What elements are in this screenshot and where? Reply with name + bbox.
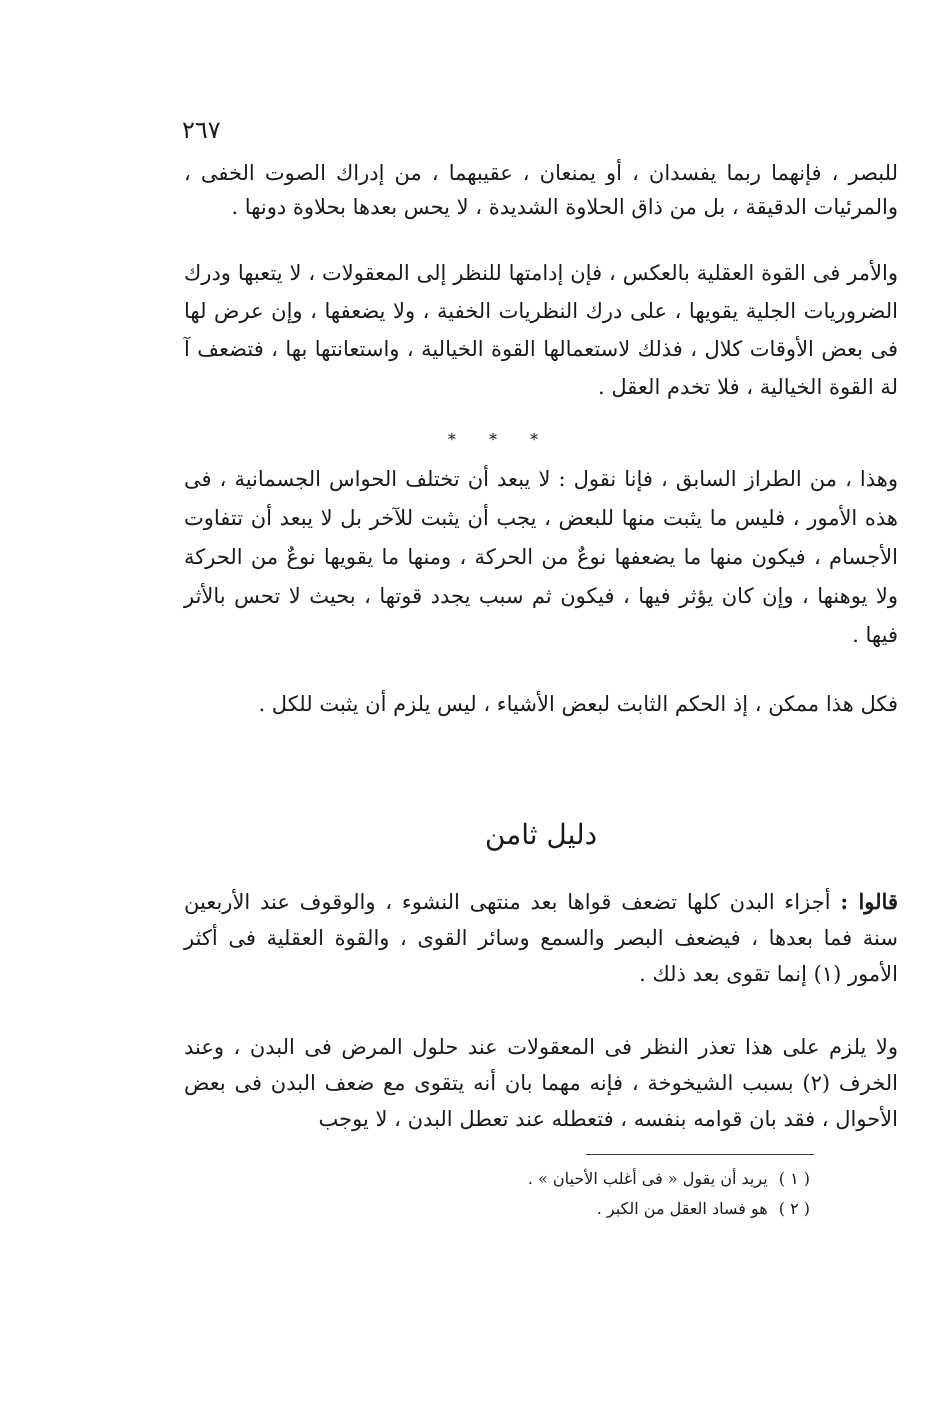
paragraph-6 <box>184 1029 898 1145</box>
paragraph-3 <box>184 460 898 663</box>
paragraph-6-text: ولا يلزم على هذا تعذر النظر فى المعقولات عند حلول المرض فى البدن ، وعند الخرف (٢) بسبب الشيخوخة ، فإنه مهما بان أنه يتقوى مع ضعف البدن فى بعض الأحوال ، فقد بان قوامه بنفسه ، فتعطله عند تعطل البدن ، لا يوجب <box>184 1035 899 1131</box>
paragraph-2-text: والأمر فى القوة العقلية بالعكس ، فإن إدامتها للنظر إلى المعقولات ، لا يتعبها ودرك الضروريات الجلية يقويها ، على درك النظريات الخفية ، ولا يضعفها ، وإن عرض لها فى بعض الأوقات كلال ، فذلك لاستعمالها القوة الخيالية ، واستعانتها بها ، فتضعف آ لة القوة الخيالية ، فلا تخدم العقل . <box>184 261 898 399</box>
footnote-2 <box>184 1194 810 1224</box>
paragraph-2 <box>184 254 898 414</box>
section-separator: * * * <box>447 430 553 449</box>
footnotes <box>184 1164 810 1224</box>
footnote-divider <box>586 1154 814 1155</box>
footnote-1-mark: ( ١ ) <box>778 1169 810 1188</box>
paragraph-1 <box>184 156 898 232</box>
footnote-1-text: يريد أن يقول « فى أغلب الأحيان » . <box>527 1169 768 1188</box>
paragraph-1-text: للبصر ، فإنهما ربما يفسدان ، أو يمنعان ، عقيبهما ، من إدراك الصوت الخفى ، والمرئيات الدقيقة ، بل من ذاق الحلاوة الشديدة ، لا يحس بعدها بحلاوة دونها . <box>184 161 898 219</box>
paragraph-5-text <box>184 884 898 992</box>
page-number: ٢٦٧ <box>182 116 221 144</box>
section-title: دليل ثامن <box>484 818 598 851</box>
footnote-1 <box>184 1164 810 1194</box>
paragraph-5 <box>184 884 898 1000</box>
paragraph-4 <box>184 685 898 731</box>
paragraph-5-body: أجزاء البدن كلها تضعف قواها بعد منتهى النشوء ، والوقوف عند الأربعين سنة فما بعدها ، فيضعف البصر والسمع وسائر القوى ، والقوة العقلية فى أكثر الأمور (١) إنما تقوى بعد ذلك . <box>184 890 898 986</box>
paragraph-5-lead: قالوا : <box>840 889 898 914</box>
footnote-2-text: هو فساد العقل من الكبر . <box>596 1199 768 1218</box>
footnote-2-mark: ( ٢ ) <box>778 1199 810 1218</box>
paragraph-4-text: فكل هذا ممكن ، إذ الحكم الثابت لبعض الأشياء ، ليس يلزم أن يثبت للكل . <box>258 692 898 716</box>
paragraph-3-text: وهذا ، من الطراز السابق ، فإنا نقول : لا يبعد أن تختلف الحواس الجسمانية ، فى هذه الأمور ، فليس ما يثبت منها للبعض ، يجب أن يثبت للآخر بل لا يبعد أن تتفاوت الأجسام ، فيكون منها ما يضعفها نوعٌ من الحركة ، ومنها ما يقويها نوعٌ من الحركة ولا يوهنها ، وإن كان يؤثر فيها ، فيكون ثم سبب يجدد قوتها ، بحيث لا تحس بالأثر فيها . <box>184 467 898 647</box>
